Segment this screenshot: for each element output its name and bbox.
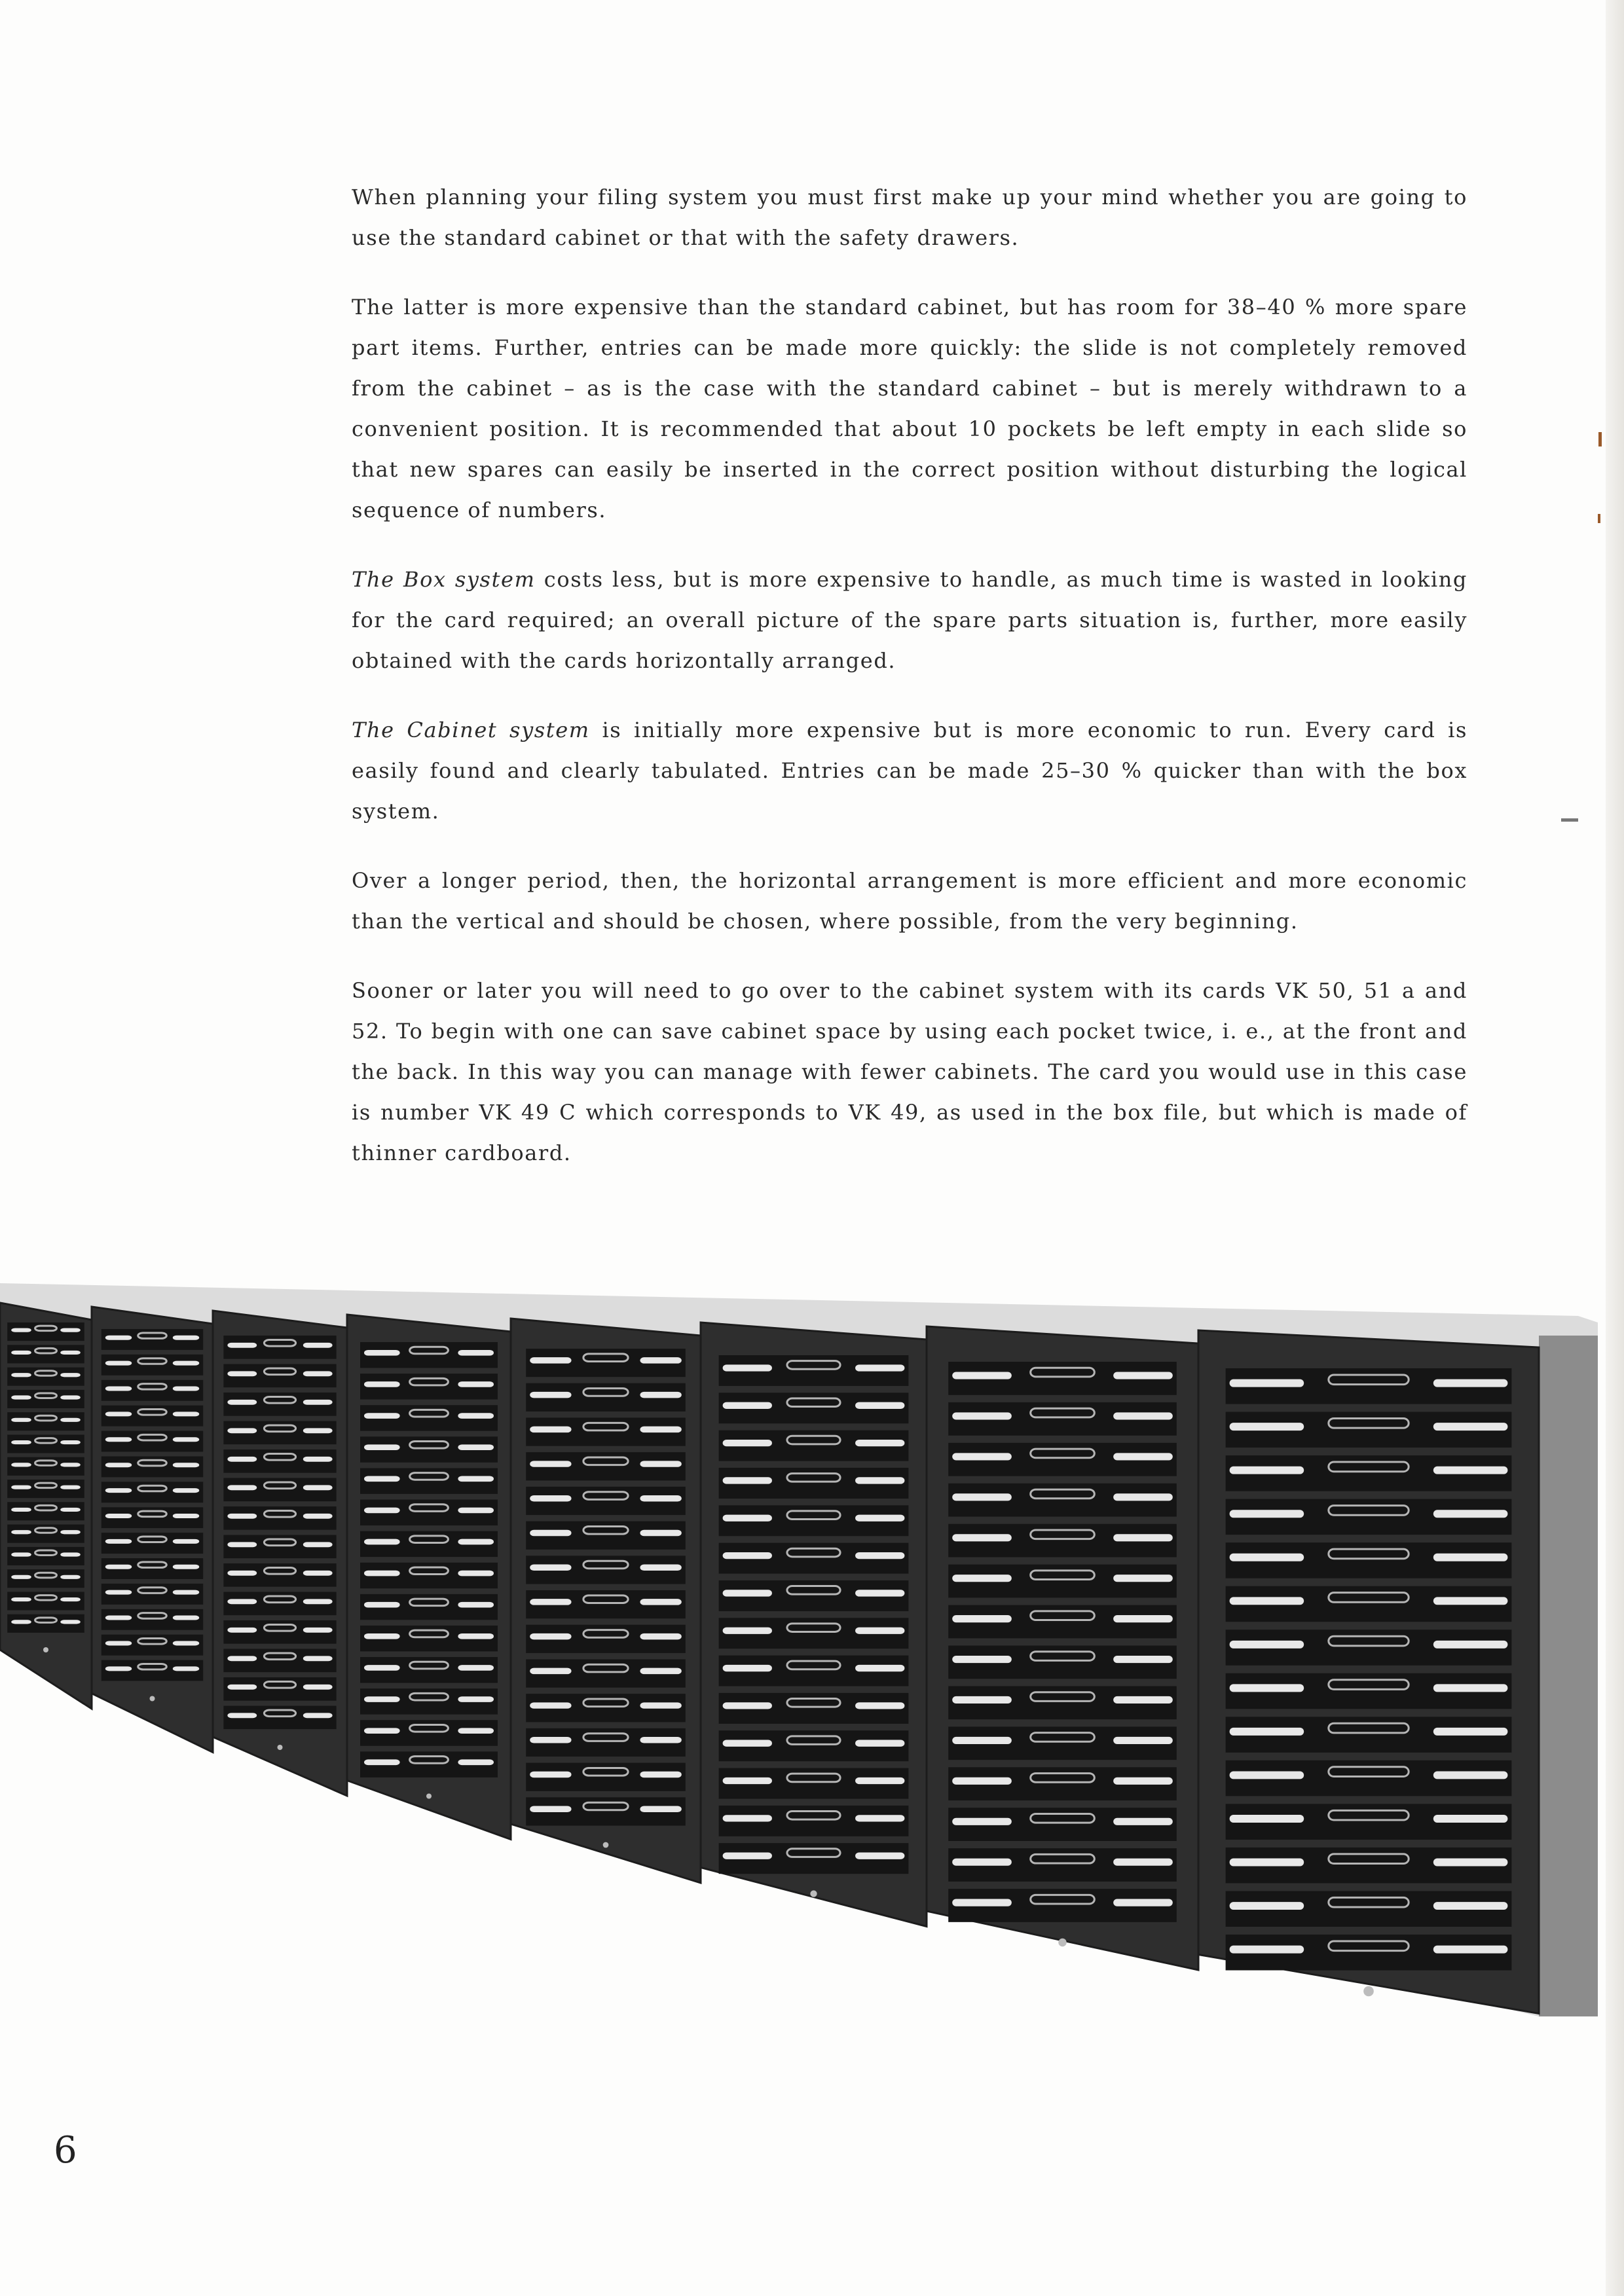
drawer-label: [1433, 1641, 1508, 1649]
drawer-label: [458, 1571, 494, 1576]
drawer-label: [60, 1328, 81, 1332]
drawer-label: [723, 1740, 772, 1747]
drawer-label: [364, 1696, 400, 1702]
drawer-label: [1113, 1859, 1173, 1866]
drawer-label: [173, 1616, 199, 1620]
drawer-label: [640, 1427, 681, 1432]
cabinet-lock: [278, 1745, 283, 1750]
drawer-label: [530, 1392, 571, 1398]
drawer-label: [952, 1412, 1012, 1419]
drawer-label: [60, 1530, 81, 1534]
drawer-label: [60, 1597, 81, 1601]
drawer-label: [723, 1515, 772, 1522]
drawer-label: [855, 1440, 904, 1446]
drawer-label: [723, 1665, 772, 1671]
drawer-label: [105, 1539, 132, 1544]
drawer-label: [1433, 1815, 1508, 1823]
drawer-label: [1433, 1554, 1508, 1561]
drawer-label: [952, 1372, 1012, 1379]
drawer-label: [364, 1571, 400, 1576]
drawer-label: [364, 1602, 400, 1608]
drawer-label: [303, 1514, 333, 1519]
drawer-label: [105, 1565, 132, 1569]
drawer-label: [1433, 1684, 1508, 1692]
drawer-label: [105, 1463, 132, 1467]
drawer-label: [364, 1759, 400, 1765]
cabinet-lock: [603, 1842, 609, 1848]
drawer-label: [105, 1641, 132, 1645]
drawer-label: [60, 1552, 81, 1556]
drawer-label: [227, 1400, 257, 1405]
drawer-label: [723, 1552, 772, 1559]
drawer-label: [458, 1350, 494, 1356]
drawer-label: [227, 1571, 257, 1576]
drawer-label: [105, 1514, 132, 1518]
drawer-label: [60, 1485, 81, 1489]
drawer-label: [173, 1539, 199, 1544]
drawer-label: [855, 1702, 904, 1709]
drawer-label: [1230, 1379, 1304, 1387]
drawer-label: [173, 1387, 199, 1391]
drawer-label: [60, 1440, 81, 1444]
drawer-label: [952, 1859, 1012, 1866]
drawer-label: [227, 1685, 257, 1690]
drawer-label: [364, 1728, 400, 1734]
drawer-label: [458, 1665, 494, 1671]
drawer-label: [1113, 1656, 1173, 1663]
drawer-label: [1433, 1467, 1508, 1474]
drawer-label: [640, 1495, 681, 1501]
drawer-label: [364, 1633, 400, 1639]
body-text: [352, 177, 1467, 1202]
drawer-label: [723, 1853, 772, 1859]
drawer-label: [855, 1777, 904, 1784]
drawer-label: [1230, 1859, 1304, 1867]
drawer-label: [173, 1361, 199, 1366]
drawer-label: [105, 1666, 132, 1671]
drawer-label: [227, 1628, 257, 1633]
paragraph-cabinet-cards: Sooner or later you will need to go over to the cabinet system with its cards VK 50, 51 a and 52. To begin with one can save cabinet space by using each pocket twice, i. e., at the front and the back. In this way you can manage with fewer cabinets. The card you would use in this case is number VK 49 C which corresponds to VK 49, as used in the box file, but which is made of thinner cardboard.: [352, 978, 1467, 1165]
drawer-label: [458, 1728, 494, 1734]
drawer-label: [303, 1628, 333, 1633]
drawer-label: [173, 1336, 199, 1340]
drawer-label: [60, 1395, 81, 1399]
drawer-label: [1230, 1641, 1304, 1649]
drawer-label: [60, 1620, 81, 1624]
drawer-label: [530, 1668, 571, 1674]
drawer-label: [1433, 1510, 1508, 1518]
drawer-label: [303, 1457, 333, 1462]
drawer-label: [1113, 1737, 1173, 1744]
drawer-label: [640, 1564, 681, 1570]
drawer-label: [60, 1463, 81, 1467]
drawer-label: [11, 1373, 31, 1377]
drawer-label: [1230, 1554, 1304, 1561]
drawer-label: [1113, 1777, 1173, 1785]
drawer-label: [105, 1590, 132, 1595]
drawer-label: [1113, 1534, 1173, 1541]
drawer-label: [364, 1476, 400, 1482]
drawer-label: [1433, 1902, 1508, 1910]
drawer-label: [952, 1777, 1012, 1785]
drawer-label: [1433, 1771, 1508, 1779]
drawer-label: [1230, 1467, 1304, 1474]
drawer-label: [723, 1628, 772, 1634]
drawer-label: [105, 1336, 132, 1340]
drawer-label: [1230, 1684, 1304, 1692]
drawer-label: [227, 1371, 257, 1376]
drawer-label: [530, 1599, 571, 1605]
drawer-label: [60, 1508, 81, 1512]
drawer-label: [11, 1351, 31, 1355]
drawer-label: [640, 1806, 681, 1812]
drawer-label: [458, 1633, 494, 1639]
filing-cabinets-photo: [0, 1283, 1598, 2030]
drawer-label: [1113, 1453, 1173, 1460]
drawer-label: [303, 1428, 333, 1433]
drawer-label: [952, 1696, 1012, 1704]
drawer-label: [855, 1590, 904, 1596]
drawer-label: [1230, 1597, 1304, 1605]
cabinet-lock: [150, 1696, 155, 1702]
drawer-label: [458, 1381, 494, 1387]
drawer-label: [1230, 1771, 1304, 1779]
drawer-label: [105, 1616, 132, 1620]
drawer-label: [530, 1772, 571, 1777]
drawer-label: [458, 1759, 494, 1765]
drawer-label: [227, 1713, 257, 1718]
drawer-label: [11, 1485, 31, 1489]
drawer-label: [364, 1539, 400, 1545]
drawer-label: [952, 1737, 1012, 1744]
drawer-label: [227, 1514, 257, 1519]
drawer-label: [1230, 1423, 1304, 1430]
box-system-lead: The Box system: [352, 567, 536, 592]
drawer-label: [227, 1542, 257, 1547]
cabinet-lock: [43, 1647, 48, 1652]
drawer-label: [1230, 1728, 1304, 1736]
drawer-label: [530, 1633, 571, 1639]
drawer-label: [1433, 1597, 1508, 1605]
drawer-label: [530, 1806, 571, 1812]
drawer-label: [173, 1590, 199, 1595]
drawer-label: [11, 1597, 31, 1601]
drawer-label: [458, 1696, 494, 1702]
drawer-label: [11, 1440, 31, 1444]
cabinet-system-text: is initially more expensive but is more economic to run. Every card is easily found and clearly tabulated. Entries can be made 25–30 % quicker than with the box system.: [352, 718, 1467, 824]
drawer-label: [303, 1599, 333, 1604]
drawer-label: [364, 1665, 400, 1671]
drawer-label: [530, 1702, 571, 1708]
drawer-label: [640, 1737, 681, 1743]
drawer-label: [227, 1343, 257, 1348]
cabinet-lock: [810, 1890, 817, 1897]
drawer-label: [173, 1463, 199, 1467]
drawer-label: [530, 1357, 571, 1363]
drawer-label: [723, 1364, 772, 1371]
drawer-label: [640, 1772, 681, 1777]
drawer-label: [1230, 1815, 1304, 1823]
paper-mark: [1561, 818, 1578, 822]
drawer-label: [952, 1534, 1012, 1541]
drawer-label: [303, 1485, 333, 1490]
drawer-label: [227, 1599, 257, 1604]
drawer-label: [723, 1777, 772, 1784]
drawer-label: [364, 1381, 400, 1387]
drawer-label: [1433, 1859, 1508, 1867]
drawer-label: [173, 1666, 199, 1671]
drawer-label: [1113, 1696, 1173, 1704]
drawer-label: [173, 1565, 199, 1569]
drawer-label: [303, 1713, 333, 1718]
drawer-label: [1113, 1818, 1173, 1825]
drawer-label: [303, 1371, 333, 1376]
cabinet-lock: [426, 1794, 432, 1799]
cabinet-side-wall: [1539, 1336, 1598, 2016]
drawer-label: [530, 1564, 571, 1570]
paragraph-cabinet-system: [352, 710, 1467, 831]
drawer-label: [952, 1615, 1012, 1622]
drawer-label: [11, 1418, 31, 1422]
paragraph-horizontal-arrangement: Over a longer period, then, the horizontal arrangement is more efficient and more economic than the vertical and should be chosen, where possible, from the very beginning.: [352, 868, 1467, 934]
drawer-label: [303, 1685, 333, 1690]
drawer-label: [458, 1602, 494, 1608]
drawer-label: [303, 1400, 333, 1405]
drawer-label: [530, 1461, 571, 1467]
drawer-label: [723, 1702, 772, 1709]
drawer-label: [458, 1413, 494, 1419]
drawer-label: [173, 1488, 199, 1493]
drawer-label: [952, 1493, 1012, 1501]
drawer-label: [855, 1665, 904, 1671]
drawer-label: [640, 1357, 681, 1363]
drawer-label: [11, 1552, 31, 1556]
drawer-label: [173, 1514, 199, 1518]
drawer-label: [173, 1412, 199, 1416]
paper-mark: [1598, 432, 1602, 446]
drawer-label: [303, 1343, 333, 1348]
drawer-label: [105, 1488, 132, 1493]
paragraph-filing-choice: When planning your filing system you must first make up your mind whether you are going to use the standard cabinet or that with the safety drawers.: [352, 185, 1467, 250]
drawer-label: [855, 1477, 904, 1484]
drawer-label: [60, 1418, 81, 1422]
drawer-label: [458, 1444, 494, 1450]
drawer-label: [1113, 1575, 1173, 1582]
drawer-label: [173, 1641, 199, 1645]
drawer-label: [1113, 1493, 1173, 1501]
drawer-label: [952, 1575, 1012, 1582]
cabinet-lock: [1058, 1939, 1066, 1946]
drawer-label: [723, 1590, 772, 1596]
page-number: 6: [54, 2129, 77, 2172]
drawer-label: [1113, 1372, 1173, 1379]
drawer-label: [1433, 1728, 1508, 1736]
drawer-label: [723, 1815, 772, 1821]
drawer-label: [952, 1656, 1012, 1663]
drawer-label: [364, 1444, 400, 1450]
drawer-label: [105, 1387, 132, 1391]
paragraph-box-system: [352, 559, 1467, 681]
drawer-label: [11, 1530, 31, 1534]
drawer-label: [640, 1702, 681, 1708]
drawer-label: [11, 1395, 31, 1399]
paragraph-safety-drawers: The latter is more expensive than the standard cabinet, but has room for 38–40 % more spare part items. Further, entries can be made more quickly: the slide is not completely removed from the cabinet – as is the case with the standard cabinet – but is merely withdrawn to a convenient position. It is recommended that about 10 pockets be left empty in each slide so that new spares can easily be inserted in the correct position without disturbing the logical sequence of numbers.: [352, 295, 1467, 522]
drawer-label: [1230, 1902, 1304, 1910]
drawer-label: [530, 1737, 571, 1743]
drawer-label: [11, 1463, 31, 1467]
drawer-label: [640, 1599, 681, 1605]
drawer-label: [952, 1899, 1012, 1906]
drawer-label: [60, 1575, 81, 1579]
drawer-label: [60, 1351, 81, 1355]
drawer-label: [723, 1440, 772, 1446]
drawer-label: [855, 1552, 904, 1559]
drawer-label: [952, 1818, 1012, 1825]
drawer-label: [855, 1628, 904, 1634]
drawer-label: [303, 1542, 333, 1547]
drawer-label: [105, 1412, 132, 1416]
drawer-label: [458, 1476, 494, 1482]
drawer-label: [227, 1457, 257, 1462]
drawer-label: [60, 1373, 81, 1377]
page-edge: [1606, 0, 1624, 2296]
drawer-label: [227, 1428, 257, 1433]
drawer-label: [723, 1477, 772, 1484]
drawer-label: [105, 1437, 132, 1442]
box-system-text: costs less, but is more expensive to handle, as much time is wasted in looking for the card required; an overall picture of the spare parts situation is, further, more easily obtained with the cards horizontally arranged.: [352, 567, 1467, 673]
drawer-label: [723, 1402, 772, 1409]
drawer-label: [1113, 1899, 1173, 1906]
drawer-label: [855, 1402, 904, 1409]
drawer-label: [855, 1815, 904, 1821]
drawer-label: [640, 1530, 681, 1536]
drawer-label: [530, 1427, 571, 1432]
drawer-label: [364, 1350, 400, 1356]
drawer-label: [855, 1740, 904, 1747]
cabinet-system-lead: The Cabinet system: [352, 718, 590, 742]
drawer-label: [640, 1461, 681, 1467]
drawer-label: [227, 1485, 257, 1490]
drawer-label: [11, 1620, 31, 1624]
drawer-label: [640, 1668, 681, 1674]
drawer-label: [530, 1495, 571, 1501]
drawer-label: [303, 1571, 333, 1576]
cabinet-lock: [1363, 1986, 1374, 1997]
drawer-label: [1230, 1946, 1304, 1954]
drawer-label: [952, 1453, 1012, 1460]
drawer-label: [105, 1361, 132, 1366]
drawer-label: [1113, 1615, 1173, 1622]
drawer-label: [364, 1508, 400, 1514]
drawer-label: [855, 1853, 904, 1859]
drawer-label: [530, 1530, 571, 1536]
drawer-label: [458, 1508, 494, 1514]
drawer-label: [1433, 1946, 1508, 1954]
drawer-label: [303, 1656, 333, 1661]
drawer-label: [173, 1437, 199, 1442]
paper-mark: [1598, 514, 1600, 523]
drawer-label: [227, 1656, 257, 1661]
drawer-label: [1433, 1423, 1508, 1430]
drawer-label: [11, 1328, 31, 1332]
drawer-label: [855, 1364, 904, 1371]
drawer-label: [458, 1539, 494, 1545]
drawer-label: [11, 1575, 31, 1579]
drawer-label: [1113, 1412, 1173, 1419]
drawer-label: [640, 1633, 681, 1639]
drawer-label: [1433, 1379, 1508, 1387]
drawer-label: [11, 1508, 31, 1512]
drawer-label: [1230, 1510, 1304, 1518]
drawer-label: [855, 1515, 904, 1522]
drawer-label: [364, 1413, 400, 1419]
drawer-label: [640, 1392, 681, 1398]
